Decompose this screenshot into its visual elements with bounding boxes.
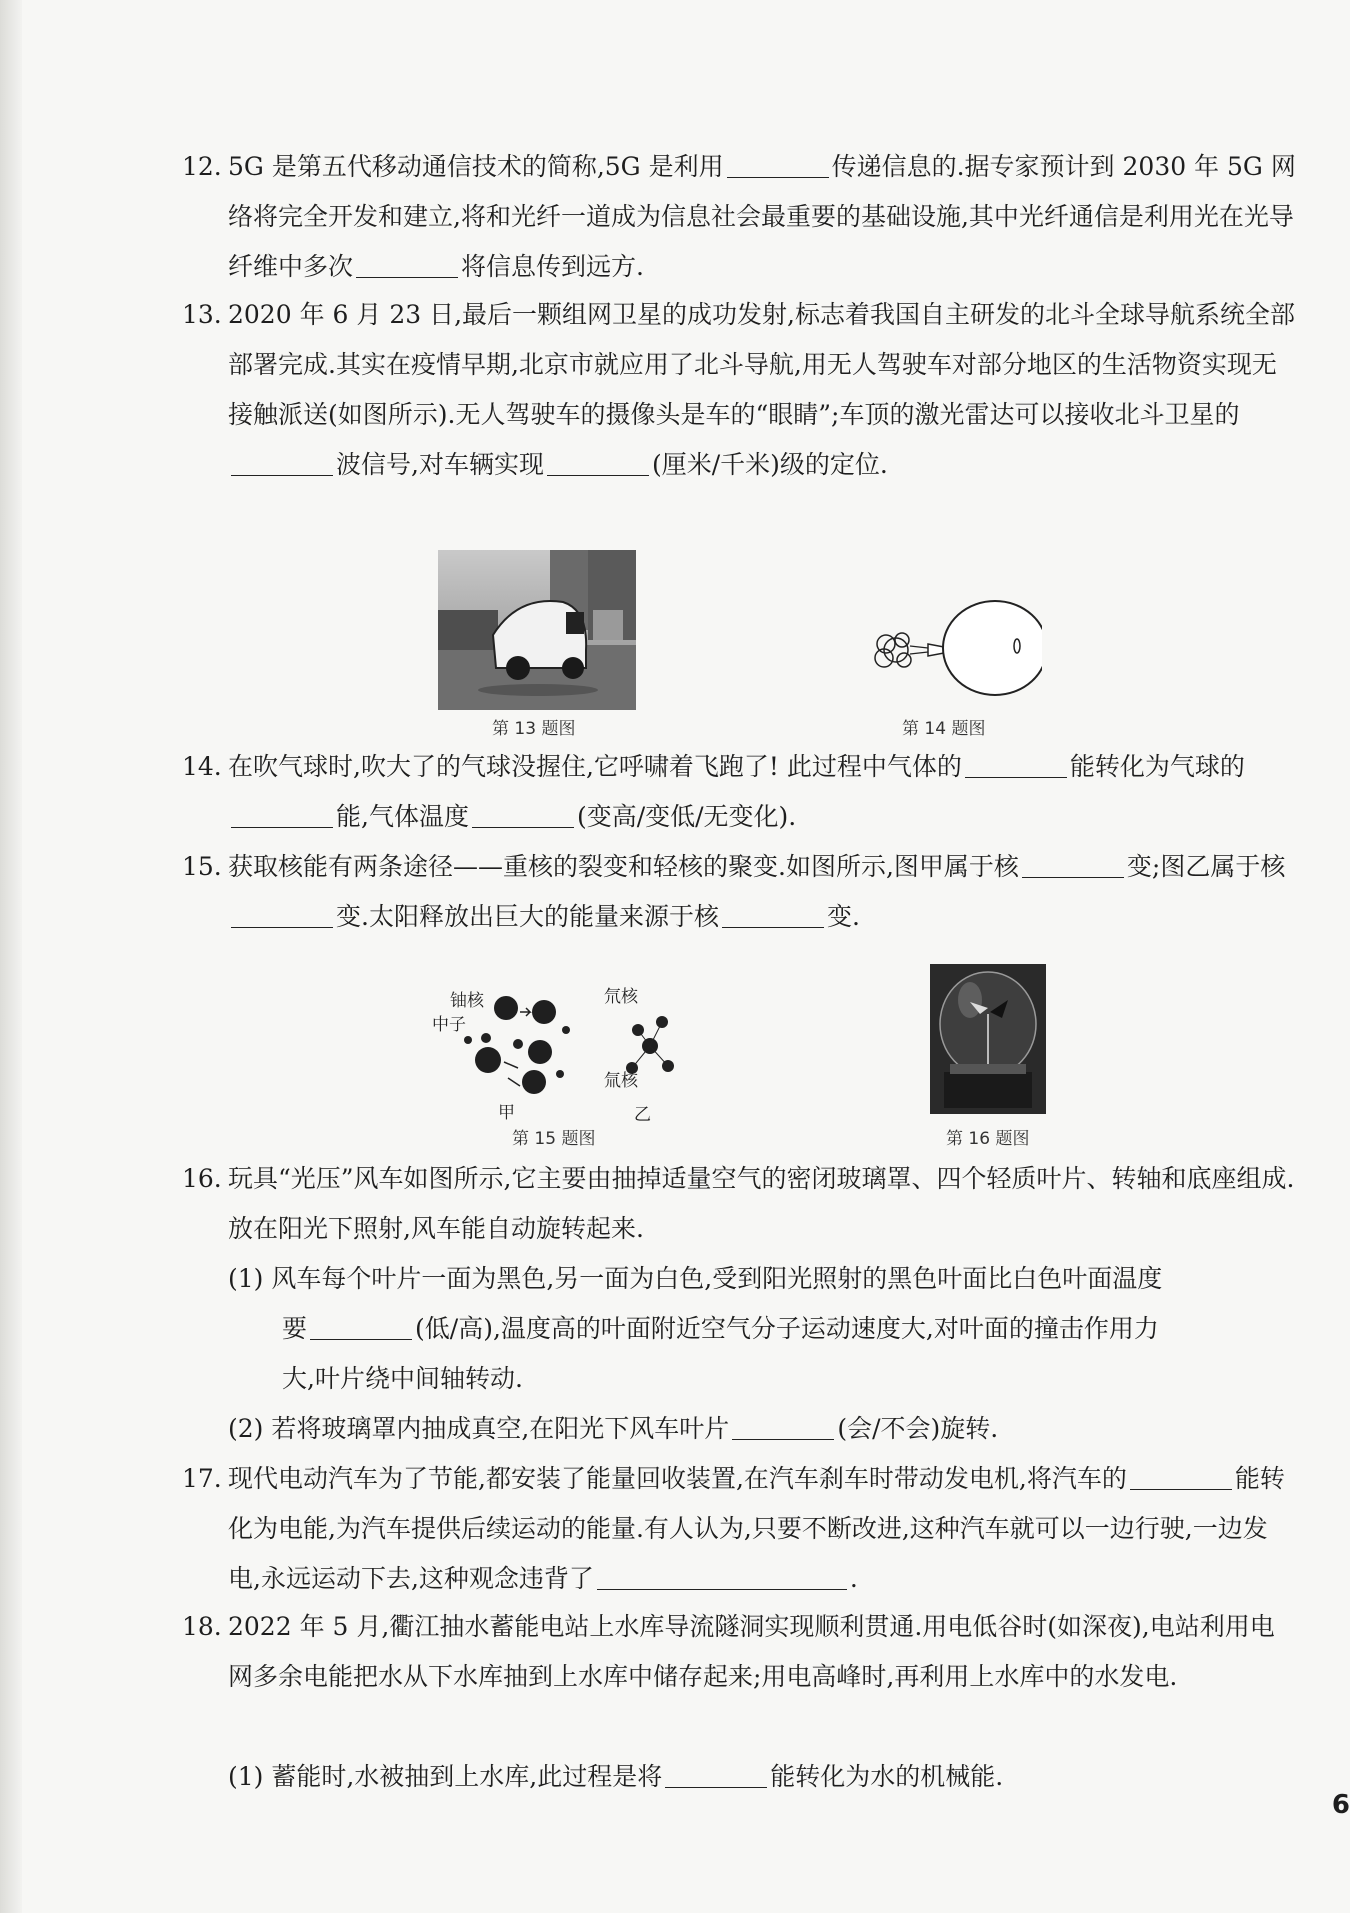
question-number: 17. [182,1464,222,1493]
question-18-part-1 [228,1752,1298,1802]
answer-blank[interactable] [472,803,574,828]
question-text: 波信号,对车辆实现 [336,450,544,479]
uranium-label: 铀核 [450,991,484,1011]
question-14 [182,742,1298,842]
question-text: 现代电动汽车为了节能,都安装了能量回收装置,在汽车刹车时带动发电机,将汽车的 [228,1464,1127,1493]
question-16 [182,1154,1298,1254]
page-number: 6 [1331,1790,1350,1820]
nuclear-reaction-diagram [428,982,688,1125]
question-text: 能转化为水的机械能. [770,1762,1004,1791]
question-number: 18. [182,1612,222,1641]
question-text: 大,叶片绕中间轴转动. [282,1364,523,1393]
answer-blank[interactable] [310,1315,412,1340]
answer-blank[interactable] [1022,853,1124,878]
question-text: 能转化为电能,为汽车提供后续运动的能量.有人认为,只要不断改进,这种汽车就可以一边行驶,一边发电,永远运动下去,这种观念违背了 [228,1464,1285,1593]
question-12 [182,142,1298,292]
question-text: 在吹气球时,吹大了的气球没握住,它呼啸着飞跑了! 此过程中气体的 [228,752,962,781]
answer-blank[interactable] [231,803,333,828]
neutron-label: 中子 [432,1015,466,1035]
answer-blank[interactable] [547,451,649,476]
answer-blank[interactable] [665,1763,767,1788]
question-text: (1) 风车每个叶片一面为黑色,另一面为白色,受到阳光照射的黑色叶面比白色叶面温度 [228,1264,1163,1293]
question-text: 2020 年 6 月 23 日,最后一颗组网卫星的成功发射,标志着我国自主研发的北斗全球导航系统全部部署完成.其实在疫情早期,北京市就应用了北斗导航,用无人驾驶车对部分地区的生活物资实现无接触派送(如图所示).无人驾驶车的摄像头是车的“眼睛”;车顶的激光雷达可以接收北斗卫星的 [228,300,1295,429]
figure-caption: 第 13 题图 [492,719,576,739]
answer-blank[interactable] [231,903,333,928]
question-text: . [849,1564,858,1593]
question-text: 变.太阳释放出巨大的能量来源于核 [336,902,719,931]
radiometer-photo [930,964,1046,1114]
question-text: 将信息传到远方. [461,252,644,281]
question-text: (变高/变低/无变化). [576,802,797,831]
question-text: (会/不会)旋转. [837,1414,999,1443]
question-text: 能,气体温度 [336,802,469,831]
question-16-part-1 [228,1254,1298,1304]
balloon-diagram [856,598,1042,700]
figure-b-label: 乙 [634,1105,651,1125]
question-15 [182,842,1298,942]
answer-blank[interactable] [597,1565,847,1590]
question-number: 16. [182,1164,222,1193]
figure-caption: 第 15 题图 [512,1129,596,1149]
question-text: 变;图乙属于核 [1126,852,1286,881]
question-17 [182,1454,1298,1604]
question-16-part-2 [228,1404,1298,1454]
question-text: (低/高),温度高的叶面附近空气分子运动速度大,对叶面的撞击作用力 [415,1314,1159,1343]
question-number: 14. [182,752,222,781]
question-text: 传递信息的.据专家预计到 2030 年 5G 网络将完全开发和建立,将和光纤一道成为信息社会最重要的基础设施,其中光纤通信是利用光在光导纤维中多次 [228,152,1296,281]
figure-a-label: 甲 [498,1103,515,1123]
question-text: (2) 若将玻璃罩内抽成真空,在阳光下风车叶片 [228,1414,730,1443]
question-number: 13. [182,300,222,329]
answer-blank[interactable] [1130,1465,1232,1490]
question-number: 15. [182,852,222,881]
answer-blank[interactable] [727,153,829,178]
answer-blank[interactable] [732,1415,834,1440]
autonomous-delivery-car-photo [438,550,636,710]
question-text: (厘米/千米)级的定位. [651,450,888,479]
question-text: 要 [282,1314,308,1343]
question-16-part-1-cont [282,1304,1298,1404]
question-text: 5G 是第五代移动通信技术的简称,5G 是利用 [228,152,724,181]
question-18 [182,1602,1298,1702]
answer-blank[interactable] [722,903,824,928]
question-text: 能转化为气球的 [1069,752,1245,781]
question-text: 玩具“光压”风车如图所示,它主要由抽掉适量空气的密闭玻璃罩、四个轻质叶片、转轴和底座组成.放在阳光下照射,风车能自动旋转起来. [228,1164,1295,1243]
answer-blank[interactable] [356,253,458,278]
figure-caption: 第 16 题图 [946,1129,1030,1149]
page-spine-shadow [0,0,22,1913]
question-text: 2022 年 5 月,衢江抽水蓄能电站上水库导流隧洞实现顺利贯通.用电低谷时(如深夜),电站利用电网多余电能把水从下水库抽到上水库中储存起来;用电高峰时,再利用上水库中的水发电. [228,1612,1275,1691]
tritium-label: 氚核 [604,1071,638,1091]
answer-blank[interactable] [965,753,1067,778]
deuterium-label: 氘核 [604,987,638,1007]
question-number: 12. [182,152,222,181]
answer-blank[interactable] [231,451,333,476]
question-text: 变. [826,902,860,931]
question-13 [182,290,1298,490]
question-text: (1) 蓄能时,水被抽到上水库,此过程是将 [228,1762,663,1791]
question-text: 获取核能有两条途径——重核的裂变和轻核的聚变.如图所示,图甲属于核 [228,852,1019,881]
figure-caption: 第 14 题图 [902,719,986,739]
